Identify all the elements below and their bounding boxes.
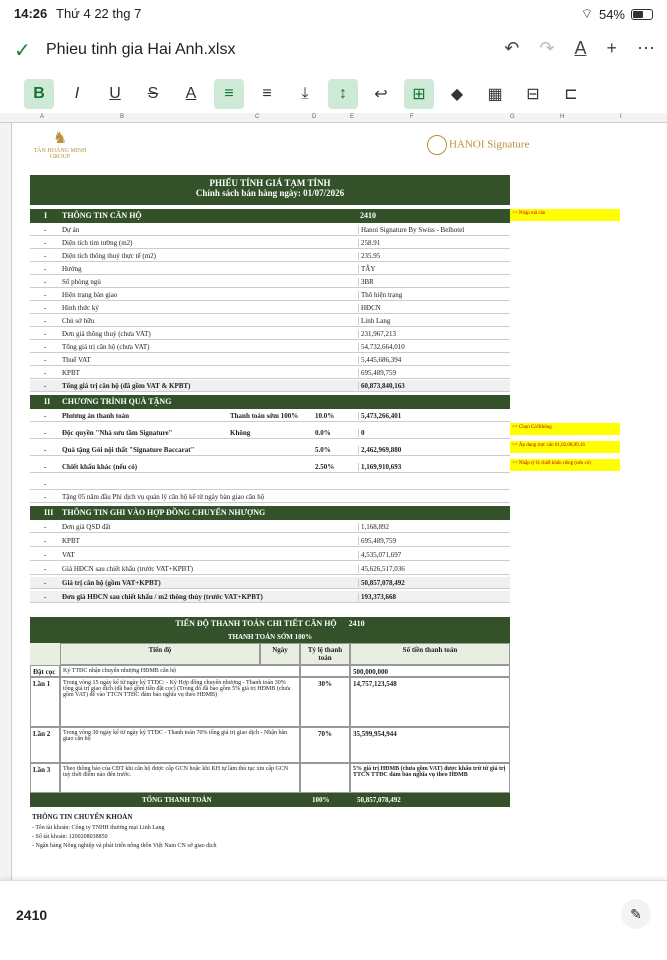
row-marker: -: [44, 480, 47, 488]
text-format-icon[interactable]: A: [574, 38, 587, 58]
table-row[interactable]: [30, 563, 510, 575]
schedule-title-text: TIẾN ĐỘ THANH TOÁN CHI TIẾT CĂN HỘ: [175, 619, 337, 628]
file-name: Phieu tinh gia Hai Anh.xlsx: [46, 41, 236, 58]
row-marker: -: [44, 382, 47, 390]
row-marker: -: [44, 446, 47, 454]
edit-pencil-icon[interactable]: ✎: [621, 899, 651, 929]
header-amount: Số tiền thanh toán: [350, 643, 510, 665]
row-value: 5,473,266,401: [358, 412, 401, 420]
schedule-subtitle: THANH TOÁN SỚM 100%: [30, 631, 510, 643]
row-percent: 2.50%: [315, 463, 335, 471]
add-icon[interactable]: +: [606, 38, 617, 58]
table-row[interactable]: [30, 427, 510, 439]
schedule-amount: 500,000,000: [350, 665, 510, 677]
note-cell: <= Chọn Có/Không: [510, 423, 620, 435]
status-bar: [0, 0, 667, 26]
row-value: TÂY: [358, 265, 375, 273]
table-row[interactable]: [30, 224, 510, 236]
bank-title: THÔNG TIN CHUYỂN KHOẢN: [32, 813, 133, 821]
row-label: Phương án thanh toán: [62, 412, 130, 420]
row-value: 2,462,969,880: [358, 446, 401, 454]
row-marker: -: [44, 330, 47, 338]
row-label: Đơn giá QSD đất: [62, 523, 111, 531]
table-row[interactable]: [30, 354, 510, 366]
row-marker: -: [44, 412, 47, 420]
table-row[interactable]: [30, 410, 510, 422]
row-marker: -: [44, 304, 47, 312]
row-label: Hướng: [62, 265, 82, 273]
row-marker: -: [44, 278, 47, 286]
row-marker: -: [44, 551, 47, 559]
schedule-amount: 5% giá trị HĐMB (chưa gồm VAT) được khấu trừ từ giá trị TTCN TTĐC đảm bảo nghĩa vụ theo HĐMB: [350, 763, 510, 793]
row-label: Đơn giá thông thuỷ (chưa VAT): [62, 330, 151, 338]
table-row[interactable]: [30, 250, 510, 262]
schedule-description: Ký TTĐC nhận chuyển nhượng HĐMB căn hộ: [60, 665, 300, 677]
table-row[interactable]: [30, 341, 510, 353]
section-apartment-info: [30, 209, 510, 223]
row-value: Linh Lang: [358, 317, 390, 325]
table-row[interactable]: [30, 328, 510, 340]
row-headers: [0, 123, 12, 880]
table-row[interactable]: [30, 521, 510, 533]
table-row[interactable]: [30, 444, 510, 456]
row-value: 235.95: [358, 252, 380, 260]
row-label: Giá HĐCN sau chiết khấu (trước VAT+KPBT): [62, 565, 193, 573]
row-option: Không: [230, 429, 251, 437]
row-marker: -: [44, 317, 47, 325]
spreadsheet-grid[interactable]: [0, 113, 667, 880]
table-row[interactable]: [30, 276, 510, 288]
row-label: Hình thức ký: [62, 304, 99, 312]
cell-editor-bar: [0, 880, 667, 960]
fill-color-icon[interactable]: ◆: [450, 86, 464, 103]
row-label: VAT: [62, 551, 75, 559]
banner-title: PHIẾU TÍNH GIÁ TẠM TÍNH: [209, 178, 331, 188]
section-number: II: [44, 397, 51, 406]
redo-icon[interactable]: ↷: [539, 38, 555, 58]
horse-logo-icon: ♞: [52, 130, 68, 147]
row-percent: 5.0%: [315, 446, 331, 454]
wifi-icon: ⌔: [580, 6, 593, 21]
insert-column-icon[interactable]: ⊏: [564, 86, 578, 103]
status-time: 14:26: [14, 6, 48, 21]
borders-icon[interactable]: ▦: [487, 86, 503, 103]
row-marker: -: [44, 537, 47, 545]
schedule-rate: [300, 665, 350, 677]
row-marker: -: [44, 291, 47, 299]
section-title: CHƯƠNG TRÌNH QUÀ TẶNG: [62, 397, 172, 406]
row-label: KPBT: [62, 369, 80, 377]
schedule-title: [30, 617, 510, 631]
row-value: 258.91: [358, 239, 380, 247]
row-value: 1,168,892: [358, 523, 389, 531]
title-bar: [0, 30, 667, 70]
row-marker: -: [44, 565, 47, 573]
format-toolbar: [0, 76, 667, 112]
section-gifts: [30, 395, 510, 409]
row-value: 193,373,668: [358, 593, 396, 601]
row-label: Hiện trạng bàn giao: [62, 291, 118, 299]
cell-value[interactable]: 2410: [16, 907, 48, 923]
status-date: Thứ 4 22 thg 7: [56, 6, 142, 21]
total-label: TỔNG THANH TOÁN: [142, 796, 212, 804]
table-row[interactable]: [30, 380, 510, 392]
project-logo: HANOI Signature: [427, 135, 529, 155]
schedule-description: Theo thông báo của CĐT khi căn hộ được cấp GCN hoặc khi KH tự làm thủ tục xin cấp GCN tuỳ thời điểm nào đến trước.: [60, 763, 300, 793]
table-row[interactable]: [30, 315, 510, 327]
bank-line: - Số tài khoản: 1200208038850: [32, 834, 108, 840]
row-marker: -: [44, 343, 47, 351]
battery-icon: [631, 9, 653, 20]
schedule-installment: Lần 3: [30, 763, 60, 793]
table-row[interactable]: [30, 478, 510, 490]
insert-row-icon[interactable]: ⊟: [526, 86, 540, 103]
table-row[interactable]: [30, 289, 510, 301]
row-percent: 0.0%: [315, 429, 331, 437]
total-rate: 100%: [312, 796, 330, 804]
row-value: Thô hiện trạng: [358, 291, 402, 299]
row-label: Chủ sở hữu: [62, 317, 95, 325]
company-logo: ♞ TÂN HOÀNG MINH GROUP: [30, 128, 90, 160]
row-label: Độc quyền "Nhà sưu tầm Signature": [62, 429, 173, 437]
row-label: Giá trị căn hộ (gồm VAT+KPBT): [62, 579, 161, 587]
row-label: Quà tặng Gói nội thất "Signature Baccarat": [62, 446, 195, 454]
row-label: Tổng giá trị căn hộ (đã gồm VAT & KPBT): [62, 382, 191, 390]
note-cell: <= Áp dụng trực căn 01,02,08,09,16: [510, 441, 620, 453]
row-label: Dự án: [62, 226, 80, 234]
schedule-description: Trong vòng 30 ngày kể từ ngày ký TTĐC - Thanh toán 70% tổng giá trị giao dịch - Nhận bàn giao căn hộ: [60, 727, 300, 763]
row-value: 60,873,840,163: [358, 382, 405, 390]
text-color-button[interactable]: A: [185, 85, 197, 102]
row-value: 1,169,910,693: [358, 463, 401, 471]
section-title: THÔNG TIN CĂN HỘ: [62, 211, 142, 220]
note-cell: <= Nhập tỷ lệ chiết khấu riêng (nếu có): [510, 459, 620, 471]
row-marker: -: [44, 429, 47, 437]
schedule-total: [30, 793, 510, 807]
strikethrough-button[interactable]: S: [147, 85, 159, 102]
table-row[interactable]: [30, 263, 510, 275]
table-row[interactable]: [30, 491, 510, 503]
done-check-icon[interactable]: ✓: [14, 40, 31, 62]
table-row[interactable]: [30, 367, 510, 379]
schedule-rate: 30%: [300, 677, 350, 727]
row-value: 695,489,759: [358, 537, 396, 545]
row-label: Số phòng ngủ: [62, 278, 101, 286]
row-value: Hanoi Signature By Swiss - Belhotel: [358, 226, 464, 234]
row-marker: -: [44, 265, 47, 273]
table-row[interactable]: [30, 549, 510, 561]
row-marker: -: [44, 579, 47, 587]
row-label: Diện tích tim tường (m2): [62, 239, 133, 247]
table-row[interactable]: [30, 237, 510, 249]
section-contract-info: [30, 506, 510, 520]
signature-logo-icon: [427, 135, 447, 155]
schedule-amount: 35,599,954,944: [350, 727, 510, 763]
undo-icon[interactable]: ↶: [504, 38, 520, 58]
row-value: 54,732,664,010: [358, 343, 405, 351]
section-number: III: [44, 508, 54, 517]
header-rate: Tỷ lệ thanh toán: [300, 643, 350, 665]
italic-button[interactable]: I: [74, 85, 80, 102]
row-marker: -: [44, 463, 47, 471]
schedule-rate: [300, 763, 350, 793]
row-label: Đơn giá HĐCN sau chiết khấu / m2 thông thủy (trước VAT+KPBT): [62, 593, 263, 601]
row-label: Chiết khấu khác (nếu có): [62, 463, 138, 471]
schedule-rate: 70%: [300, 727, 350, 763]
valign-middle-icon[interactable]: ↕: [328, 79, 358, 109]
wrap-text-icon[interactable]: ↩: [374, 86, 388, 103]
align-center-icon[interactable]: ≡: [262, 85, 272, 102]
row-value: 695,489,759: [358, 369, 396, 377]
header-date: Ngày: [260, 643, 300, 665]
row-value: 0: [358, 429, 365, 437]
row-label: Tổng giá trị căn hộ (chưa VAT): [62, 343, 150, 351]
row-value: 231,967,213: [358, 330, 396, 338]
row-value: HĐCN: [358, 304, 381, 312]
row-marker: -: [44, 493, 47, 501]
underline-button[interactable]: U: [109, 85, 121, 102]
align-left-icon[interactable]: ≡: [214, 79, 244, 109]
row-marker: -: [44, 226, 47, 234]
header-progress: Tiến độ: [60, 643, 260, 665]
table-row[interactable]: [30, 577, 510, 589]
row-value: 45,626,517,036: [358, 565, 405, 573]
row-marker: -: [44, 593, 47, 601]
bank-line: - Tên tài khoản: Công ty TNHH thương mại Linh Lang: [32, 825, 165, 831]
row-label: KPBT: [62, 537, 80, 545]
total-amount: 50,857,078,492: [357, 796, 401, 804]
more-icon[interactable]: ⋯: [637, 38, 655, 58]
row-marker: -: [44, 356, 47, 364]
schedule-unit: 2410: [346, 619, 365, 628]
row-label: Tặng 05 năm đầu Phí dịch vụ quản lý căn hộ kể từ ngày bàn giao căn hộ: [62, 493, 265, 501]
schedule-installment: Đặt cọc: [30, 665, 60, 677]
table-row[interactable]: [30, 591, 510, 603]
row-marker: -: [44, 369, 47, 377]
section-value: 2410: [360, 211, 376, 220]
bank-line: - Ngân hàng Nông nghiệp và phát triển nông thôn Việt Nam CN sở giao dịch: [32, 843, 217, 849]
section-title: THÔNG TIN GHI VÀO HỢP ĐỒNG CHUYỂN NHƯỢNG: [62, 508, 266, 517]
row-marker: -: [44, 252, 47, 260]
bold-button[interactable]: B: [24, 79, 54, 109]
section-number: I: [44, 211, 48, 220]
sheet-banner: [30, 175, 510, 205]
row-marker: -: [44, 523, 47, 531]
note-cell: <= Nhập mã căn: [510, 209, 620, 221]
row-marker: -: [44, 239, 47, 247]
row-label: Thuế VAT: [62, 356, 91, 364]
schedule-installment: Lần 2: [30, 727, 60, 763]
table-row[interactable]: [30, 535, 510, 547]
merge-cells-icon[interactable]: ⊞: [404, 79, 434, 109]
sheet-content: [12, 123, 667, 880]
schedule-description: Trong vòng 15 ngày kể từ ngày ký TTĐC: - Ký Hợp đồng chuyển nhượng - Thanh toán 30% tổng giá trị giao dịch (đã bao gồm tiền đặt cọc) (Trong đó đã bao gồm 5% giá trị HĐMB (chưa gồm VAT) để vào TTCN TTĐC đảm bảo nghĩa vụ theo HĐMB): [60, 677, 300, 727]
row-value: 50,857,078,492: [358, 579, 405, 587]
row-label: Diện tích thông thuỷ thực tế (m2): [62, 252, 156, 260]
table-row[interactable]: [30, 461, 510, 473]
row-option: Thanh toán sớm 100%: [230, 412, 299, 420]
banner-subtitle: Chính sách bán hàng ngày: 01/07/2026: [195, 188, 345, 198]
battery-percent: 54%: [598, 6, 625, 22]
table-row[interactable]: [30, 302, 510, 314]
valign-bottom-icon[interactable]: ⤓: [301, 85, 309, 102]
row-percent: 10.0%: [315, 412, 335, 420]
row-value: 3BR: [358, 278, 374, 286]
column-headers: A B C D E F G H I: [0, 113, 667, 123]
schedule-amount: 14,757,123,548: [350, 677, 510, 727]
row-value: 4,535,071,697: [358, 551, 401, 559]
schedule-installment: Lần 1: [30, 677, 60, 727]
row-value: 5,445,686,394: [358, 356, 401, 364]
